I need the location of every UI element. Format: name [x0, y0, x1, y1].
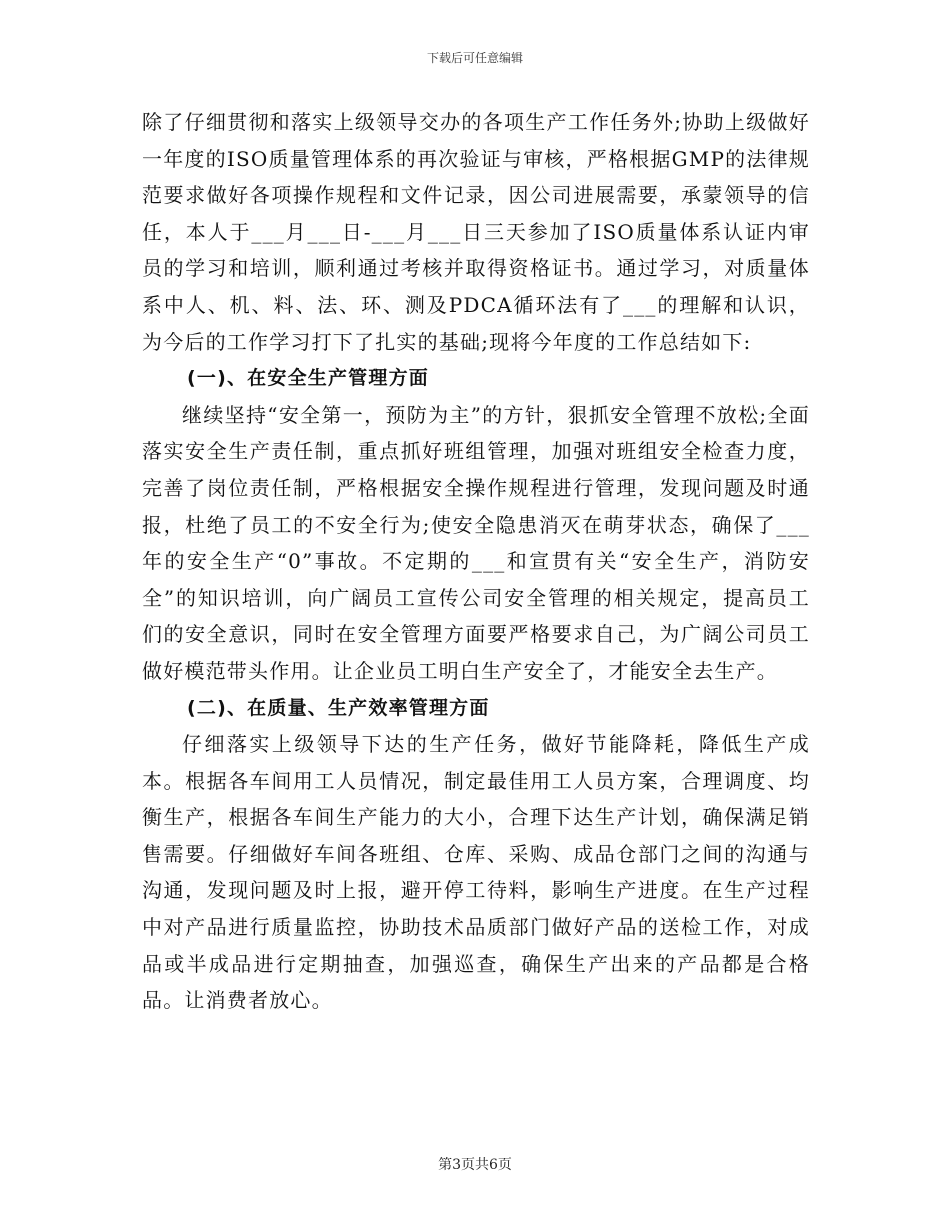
safety-paragraph: 继续坚持“安全第一，预防为主”的方针，狠抓安全管理不放松;全面落实安全生产责任制，重点抓好班组管理，加强对班组安全检查力度，完善了岗位责任制，严格根据安全操作规程进行管理，发现问题及时通报，杜绝了员工的不安全行为;使安全隐患消灭在萌芽状态，确保了___年的安全生产“0”事故。不定期的___和宣贯有关“安全生产，消防安全”的知识培训，向广阔员工宣传公司安全管理的相关规定，提高员工们的安全意识，同时在安全管理方面要严格要求自己，为广阔公司员工做好模范带头作用。让企业员工明白生产安全了，才能安全去生产。: [142, 402, 810, 683]
intro-paragraph: 除了仔细贯彻和落实上级领导交办的各项生产工作任务外;协助上级做好一年度的ISO质量管理体系的再次验证与审核，严格根据GMP的法律规范要求做好各项操作规程和文件记录，因公司进展需要，承蒙领导的信任，本人于___月___日-___月___日三天参加了ISO质量体系认证内审员的学习和培训，顺利通过考核并取得资格证书。通过学习，对质量体系中人、机、料、法、环、测及PDCA循环法有了___的理解和认识，为今后的工作学习打下了扎实的基础;现将今年度的工作总结如下:: [142, 110, 810, 354]
document-body: [142, 104, 810, 1019]
quality-paragraph: 仔细落实上级领导下达的生产任务，做好节能降耗，降低生产成本。根据各车间用工人员情况，制定最佳用工人员方案，合理调度、均衡生产，根据各车间生产能力的大小，合理下达生产计划，确保满足销售需要。仔细做好车间各班组、仓库、采购、成品仓部门之间的沟通与沟通，发现问题及时上报，避开停工待料，影响生产进度。在生产过程中对产品进行质量监控，协助技术品质部门做好产品的送检工作，对成品或半成品进行定期抽查，加强巡查，确保生产出来的产品都是合格品。让消费者放心。: [142, 732, 810, 1013]
page-number: 第3页共6页: [438, 1157, 512, 1173]
page-header: 下载后可任意编辑: [426, 51, 523, 65]
section-heading-quality: (二)、在质量、生产效率管理方面: [187, 696, 490, 719]
section-heading-safety: (一)、在安全生产管理方面: [187, 367, 429, 390]
